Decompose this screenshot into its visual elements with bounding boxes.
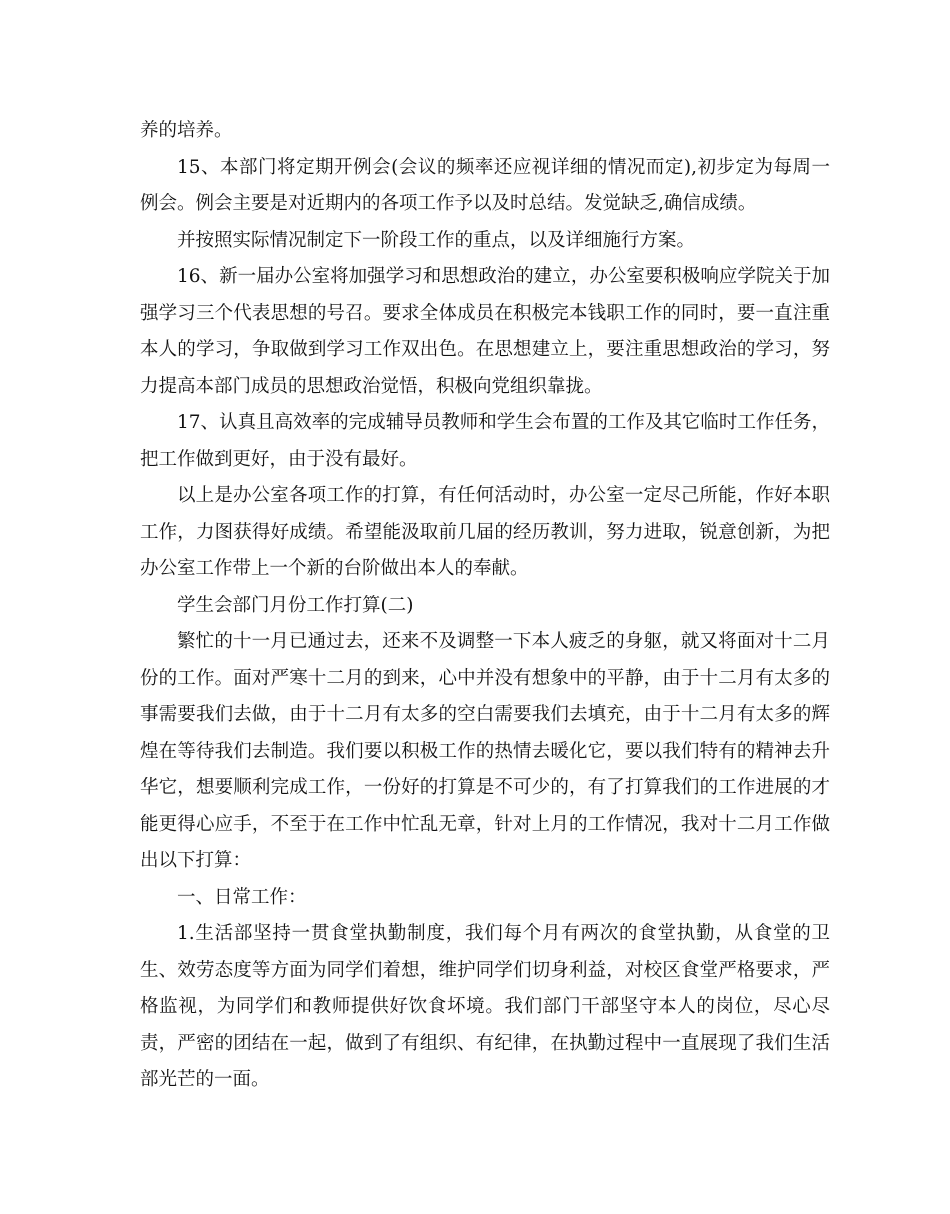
paragraph-item-15: 15、本部门将定期开例会(会议的频率还应视详细的情况而定),初步定为每周一例会。例会主要是对近期内的各项工作予以及时总结。发觉缺乏,确信成绩。 [140, 156, 830, 214]
paragraph-plan-details: 并按照实际情况制定下一阶段工作的重点，以及详细施行方案。 [177, 229, 696, 251]
subsection-heading: 一、日常工作： [177, 886, 307, 908]
paragraph-summary: 以上是办公室各项工作的打算，有任何活动时，办公室一定尽己所能，作好本职工作，力图获得好成绩。希望能汲取前几届的经历教训，努力进取，锐意创新，为把办公室工作带上一个新的台阶做出本人的奉献。 [140, 485, 830, 579]
paragraph-intro: 繁忙的十一月已通过去，还来不及调整一下本人疲乏的身躯，就又将面对十二月份的工作。面对严寒十二月的到来，心中并没有想象中的平静，由于十二月有太多的事需要我们去做，由于十二月有太多的空白需要我们去填充，由于十二月有太多的辉煌在等待我们去制造。我们要以积极工作的热情去暖化它，要以我们特有的精神去升华它，想要顺利完成工作，一份好的打算是不可少的，有了打算我们的工作进展的才能更得心应手，不至于在工作中忙乱无章，针对上月的工作情况，我对十二月工作做出以下打算： [140, 631, 830, 871]
section-heading: 学生会部门月份工作打算(二) [177, 594, 414, 616]
paragraph-item-17: 17、认真且高效率的完成辅导员教师和学生会布置的工作及其它临时工作任务，把工作做到更好，由于没有最好。 [140, 412, 830, 470]
paragraph-item-16: 16、新一届办公室将加强学习和思想政治的建立，办公室要积极响应学院关于加强学习三个代表思想的号召。要求全体成员在积极完本钱职工作的同时，要一直注重本人的学习，争取做到学习工作双出色。在思想建立上，要注重思想政治的学习，努力提高本部门成员的思想政治觉悟，积极向党组织靠拢。 [140, 266, 830, 397]
document-body [140, 113, 830, 1099]
paragraph-item-1: 1.生活部坚持一贯食堂执勤制度，我们每个月有两次的食堂执勤，从食堂的卫生、效劳态度等方面为同学们着想，维护同学们切身利益，对校区食堂严格要求，严格监视，为同学们和教师提供好饮食坏境。我们部门干部坚守本人的岗位，尽心尽责，严密的团结在一起，做到了有组织、有纪律，在执勤过程中一直展现了我们生活部光芒的一面。 [140, 923, 830, 1090]
paragraph-continuation: 养的培养。 [140, 120, 233, 141]
